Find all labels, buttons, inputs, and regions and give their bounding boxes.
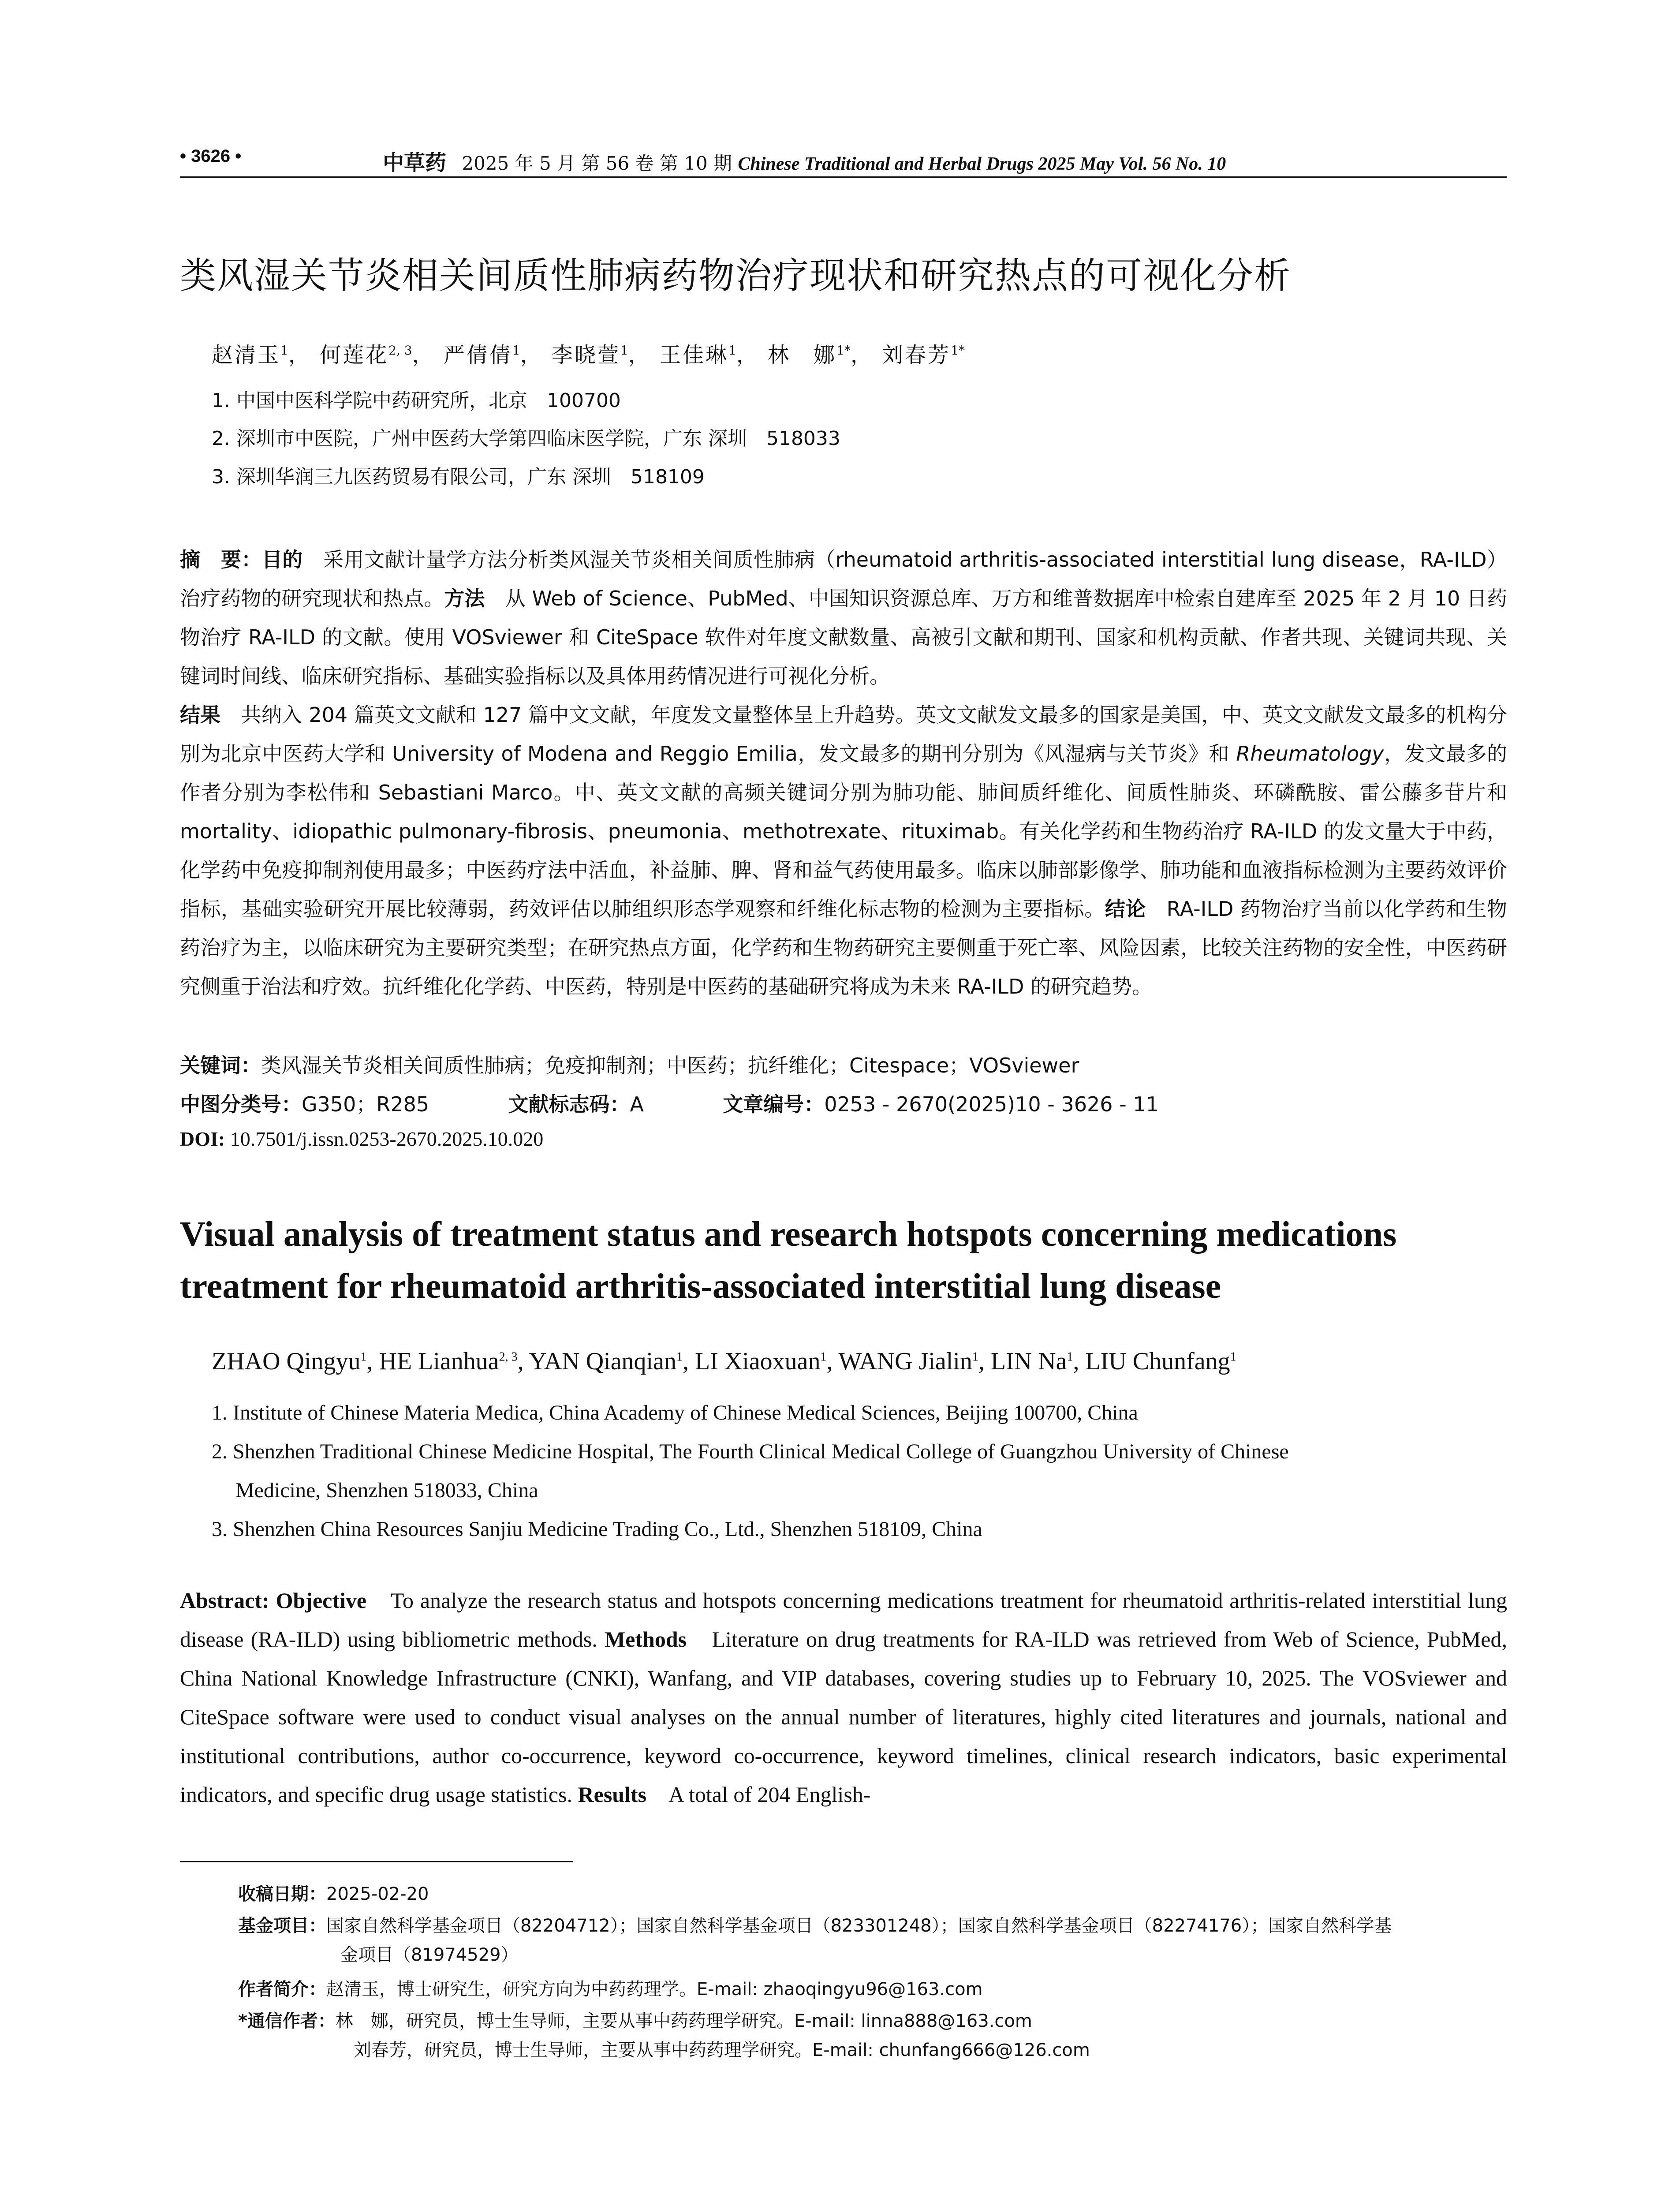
author-affil-mark: 1* <box>836 343 851 358</box>
doccode-value: A <box>630 1092 644 1116</box>
en-methods-label: Methods <box>605 1627 687 1652</box>
methods-text: 从 Web of Science、PubMed、中国知识资源总库、万方和维普数据库中检索自建库至 2025 年 2 月 10 日药物治疗 RA-ILD 的文献。使用 VOSviewer 和 CiteSpace 软件对年度文献数量、高被引文献和期刊、国家和机构贡献、作者共现、关键词共现、关键词时间线、临床研究指标、基础实验指标以及具体用药情况进行可视化分析。 <box>180 587 1508 688</box>
results-text: 共纳入 204 篇英文文献和 127 篇中文文献，年度发文量整体呈上升趋势。英文文献发文最多的国家是美国，中、英文文献发文最多的机构分别为北京中医药大学和 University of Modena and Reggio Emilia，发文最多的期刊分别为《风湿病与关节炎》和 <box>180 703 1508 766</box>
journal-info <box>383 146 1226 176</box>
journal-italic: Rheumatology <box>1236 742 1384 766</box>
author-affil-mark: 2, 3 <box>499 1350 518 1364</box>
corresponding-label: *通信作者： <box>238 2011 336 2031</box>
footnote-corresponding <box>238 2007 1507 2065</box>
en-affiliation-3: 3. Shenzhen China Resources Sanjiu Medicine Trading Co., Ltd., Shenzhen 518109, China <box>212 1517 982 1541</box>
article-no-value: 0253 - 2670(2025)10 - 3626 - 11 <box>824 1092 1159 1116</box>
author-name: YAN Qianqian <box>529 1348 676 1375</box>
keywords-text: 类风湿关节炎相关间质性肺病；免疫抑制剂；中医药；抗纤维化；Citespace；VOSviewer <box>261 1054 1079 1077</box>
footnote-rule <box>180 1861 573 1862</box>
objective-text: 采用文献计量学方法分析类风湿关节炎相关间质性肺病（rheumatoid arthritis-associated interstitial lung disease，RA-ILD）治疗药物的研究现状和热点。 <box>180 548 1508 610</box>
en-abstract-label: Abstract: Objective <box>180 1588 367 1613</box>
author-affil-mark: 1 <box>620 343 628 358</box>
doi-value: 10.7501/j.issn.0253-2670.2025.10.020 <box>230 1128 544 1150</box>
fund-label: 基金项目： <box>238 1916 326 1936</box>
author-affil-mark: 1 <box>1230 1350 1236 1364</box>
received-date: 2025-02-20 <box>326 1884 429 1904</box>
chinese-title: 类风湿关节炎相关间质性肺病药物治疗现状和研究热点的可视化分析 <box>180 255 1292 297</box>
en-affiliation-1: 1. Institute of Chinese Materia Medica, China Academy of Chinese Medical Sciences, Beijing 100700, China <box>212 1401 1138 1424</box>
cn-affiliation-1: 1. 中国中医科学院中药研究所，北京 100700 <box>212 389 621 412</box>
author-affil-mark: 1 <box>512 343 520 358</box>
en-affiliation-2-cont: Medicine, Shenzhen 518033, China <box>235 1479 538 1502</box>
author-affil-mark: 1 <box>676 1350 683 1364</box>
classification-line <box>180 1088 1159 1117</box>
cn-affiliation-2: 2. 深圳市中医院，广州中医药大学第四临床医学院，广东 深圳 518033 <box>212 427 840 450</box>
chinese-abstract <box>180 540 1507 1006</box>
journal-name-en: Chinese Traditional and Herbal Drugs 2025 May Vol. 56 No. 10 <box>738 154 1226 174</box>
en-results-text: A total of 204 English- <box>646 1782 871 1807</box>
english-abstract <box>180 1581 1507 1814</box>
abstract-label: 摘 要： <box>180 548 262 572</box>
methods-label: 方法 <box>444 587 485 610</box>
author-affil-mark: 1* <box>951 343 965 358</box>
issue-cn: 2025 年 5 月 第 56 卷 第 10 期 <box>462 153 732 174</box>
footnote-received <box>238 1880 1507 1909</box>
received-label: 收稿日期： <box>238 1884 326 1904</box>
author-name: 赵清玉 <box>212 343 281 367</box>
cn-affiliation-3: 3. 深圳华润三九医药贸易有限公司，广东 深圳 518109 <box>212 466 705 488</box>
author-affil-mark: 1 <box>820 1350 827 1364</box>
conclusion-label: 结论 <box>1105 897 1146 921</box>
en-results-label: Results <box>578 1782 647 1807</box>
journal-name-cn: 中草药 <box>383 150 447 175</box>
author-name: 严倩倩 <box>443 343 512 367</box>
author-affil-mark: 1 <box>360 1350 367 1364</box>
objective-label: 目的 <box>261 548 303 572</box>
author-affil-mark: 1 <box>1067 1350 1073 1364</box>
article-no-label: 文章编号： <box>723 1092 825 1116</box>
chinese-authors: 赵清玉$^1$， 何莲花$^{2, 3}$， 严倩倩$^1$， 李晓萱$^1$， 王佳琳$^1$， 林 娜$^{1*}$， 刘春芳$^{1*}$ <box>212 343 965 367</box>
page-number: • 3626 • <box>180 146 242 166</box>
keywords-line <box>180 1050 1079 1079</box>
en-affiliations <box>212 1394 1507 1549</box>
header-rule <box>180 176 1507 178</box>
author-name: 何莲花 <box>320 343 389 367</box>
doi-line <box>180 1127 543 1151</box>
corresponding-author-2: 刘春芳，研究员，博士生导师，主要从事中药药理学研究。E-mail: chunfang666@126.com <box>354 2040 1090 2060</box>
author-name: WANG Jialin <box>838 1348 972 1375</box>
author-affil-mark: 2, 3 <box>388 343 412 358</box>
author-affil-mark: 1 <box>728 343 736 358</box>
fund-text-cont: 金项目（81974529） <box>340 1945 519 1965</box>
running-header <box>180 141 1507 176</box>
bio-label: 作者简介： <box>238 1979 326 1999</box>
footnote-bio <box>238 1975 1507 2004</box>
doi-label: DOI: <box>180 1128 225 1150</box>
author-affil-mark: 1 <box>972 1350 978 1364</box>
author-name: 刘春芳 <box>882 343 951 367</box>
doccode-label: 文献标志码： <box>508 1092 630 1116</box>
author-name: 林 娜 <box>768 343 837 367</box>
fund-text: 国家自然科学基金项目（82204712）；国家自然科学基金项目（823301248）；国家自然科学基金项目（82274176）；国家自然科学基 <box>326 1916 1392 1936</box>
clc-label: 中图分类号： <box>180 1092 302 1116</box>
bio-text: 赵清玉，博士研究生，研究方向为中药药理学。E-mail: zhaoqingyu96@163.com <box>326 1979 983 1999</box>
results-label: 结果 <box>180 703 221 727</box>
author-name: LIN Na <box>990 1348 1067 1375</box>
english-authors: ZHAO Qingyu$^1$, HE Lianhua$^{2, 3}$, YAN Qianqian$^1$, LI Xiaoxuan$^1$, WANG Jialin$^1$, LIN Na$^1$, LIU Chunfang$^1$ <box>212 1348 1236 1375</box>
author-name: 王佳琳 <box>660 343 729 367</box>
en-methods-text: Literature on drug treatments for RA-ILD was retrieved from Web of Science, PubMed, China National Knowledge Infrastructure (CNKI), Wanfang, and VIP databases, covering studies up to February 10, 2025. The VOSviewer and CiteSpace software were used to conduct visual analyses on the annual number of literatures, highly cited literatures and journals, national and institutional contributions, author co-occurrence, keyword co-occurrence, keyword timelines, clinical research indicators, basic experimental indicators, and specific drug usage statistics. <box>180 1627 1507 1807</box>
author-name: ZHAO Qingyu <box>212 1348 361 1375</box>
footnote-fund <box>238 1911 1507 1970</box>
keywords-label: 关键词： <box>180 1054 261 1077</box>
en-objective-text: To analyze the research status and hotspots concerning medications treatment for rheumatoid arthritis-related interstitial lung disease (RA-ILD) using bibliometric methods. <box>180 1588 1508 1652</box>
author-name: LI Xiaoxuan <box>694 1348 821 1375</box>
author-name: 李晓萱 <box>551 343 620 367</box>
author-name: LIU Chunfang <box>1085 1348 1230 1375</box>
author-name: HE Lianhua <box>379 1348 499 1375</box>
clc-value: G350；R285 <box>302 1092 429 1116</box>
conclusion-text: RA-ILD 药物治疗当前以化学药和生物药治疗为主，以临床研究为主要研究类型；在研究热点方面，化学药和生物药研究主要侧重于死亡率、风险因素，比较关注药物的安全性，中医药研究侧重于治法和疗效。抗纤维化化学药、中医药，特别是中医药的基础研究将成为未来 RA-ILD 的研究趋势。 <box>180 897 1508 998</box>
corresponding-author-1: 林 娜，研究员，博士生导师，主要从事中药药理学研究。E-mail: linna888@163.com <box>335 2011 1032 2031</box>
en-affiliation-2: 2. Shenzhen Traditional Chinese Medicine Hospital, The Fourth Clinical Medical College of Guangzhou University of Chinese <box>212 1440 1289 1463</box>
english-title: Visual analysis of treatment status and research hotspots concerning medications treatment for rheumatoid arthritis-associated interstitial lung disease <box>180 1215 1397 1306</box>
results-text-cont: ，发文最多的作者分别为李松伟和 Sebastiani Marco。中、英文文献的高频关键词分别为肺功能、肺间质纤维化、间质性肺炎、环磷酰胺、雷公藤多苷片和 mortality、idiopathic pulmonary-fibrosis、pneumonia、methotrexate、rituximab。有关化学药和生物药治疗 RA-ILD 的发文量大于中药，化学药中免疫抑制剂使用最多；中医药疗法中活血，补益肺、脾、肾和益气药使用最多。临床以肺部影像学、肺功能和血液指标检测为主要药效评价指标，基础实验研究开展比较薄弱，药效评估以肺组织形态学观察和纤维化标志物的检测为主要指标。 <box>180 742 1508 921</box>
author-affil-mark: 1 <box>280 343 288 358</box>
